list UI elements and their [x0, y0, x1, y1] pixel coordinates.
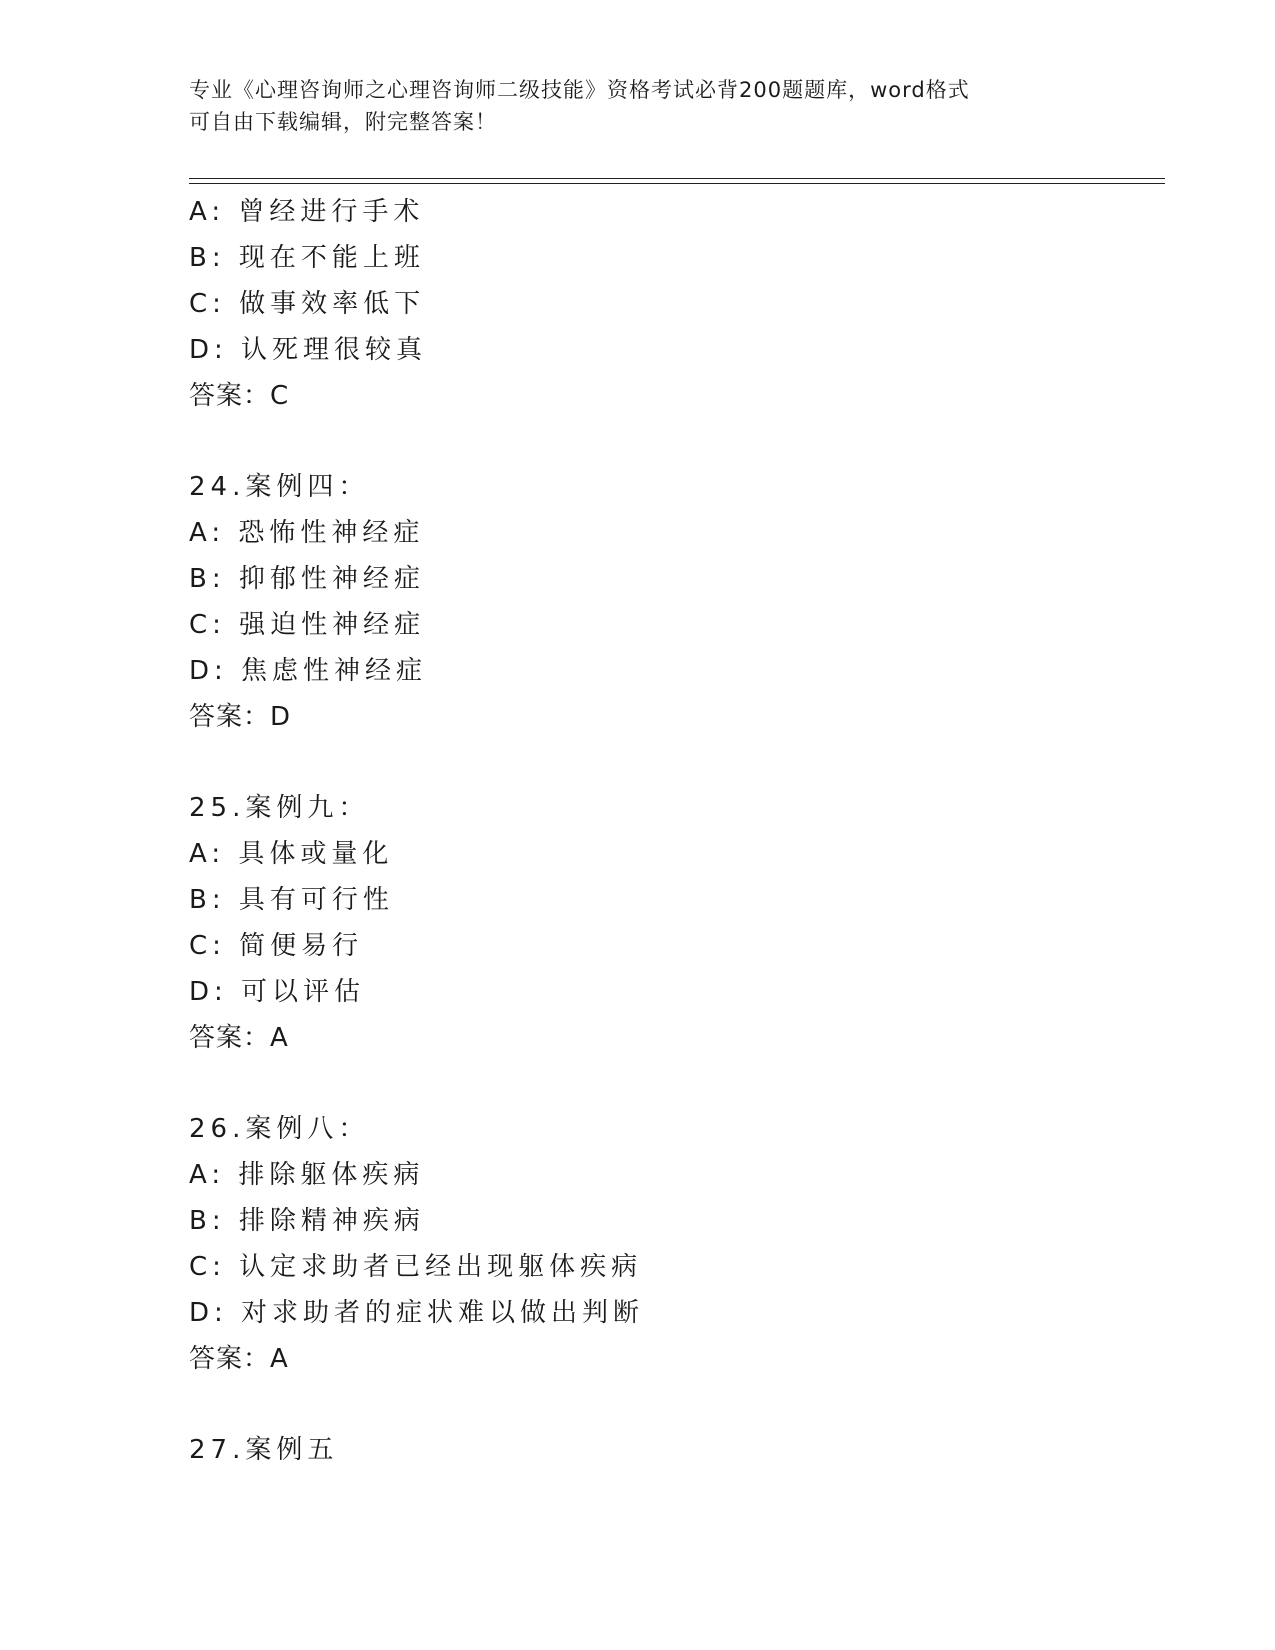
- question-block: [189, 1427, 1149, 1473]
- option-d: D: 认死理很较真: [189, 335, 428, 365]
- option-c: C: 强迫性神经症: [189, 610, 426, 640]
- document-header: [189, 74, 1089, 138]
- option-b: B: 抑郁性神经症: [189, 564, 425, 594]
- question-block: [189, 785, 1149, 1061]
- question-title: 26.案例八：: [189, 1114, 370, 1144]
- question-title: 27.案例五: [189, 1435, 339, 1465]
- option-a: A: 排除躯体疾病: [189, 1160, 425, 1190]
- question-title: 25.案例九：: [189, 793, 370, 823]
- question-block: [189, 464, 1149, 740]
- option-a: A: 具体或量化: [189, 839, 394, 869]
- answer-line: 答案：D: [189, 702, 292, 732]
- header-line-2: 可自由下载编辑，附完整答案！: [189, 110, 497, 134]
- answer-line: 答案：A: [189, 1023, 289, 1053]
- answer-line: 答案：C: [189, 381, 290, 411]
- option-b: B: 具有可行性: [189, 885, 394, 915]
- option-b: B: 排除精神疾病: [189, 1206, 425, 1236]
- option-d: D: 可以评估: [189, 977, 366, 1007]
- answer-line: 答案：A: [189, 1344, 289, 1374]
- option-d: D: 对求助者的症状难以做出判断: [189, 1298, 645, 1328]
- option-a: A: 恐怖性神经症: [189, 518, 425, 548]
- question-list: [189, 189, 1149, 1473]
- option-c: C: 简便易行: [189, 931, 364, 961]
- header-divider-top: [189, 178, 1165, 179]
- question-title: 24.案例四：: [189, 472, 370, 502]
- question-block: [189, 1106, 1149, 1382]
- header-line-1: 专业《心理咨询师之心理咨询师二级技能》资格考试必背200题题库，word格式: [189, 78, 970, 102]
- option-d: D: 焦虑性神经症: [189, 656, 428, 686]
- option-c: C: 做事效率低下: [189, 289, 426, 319]
- question-block: [189, 189, 1149, 419]
- option-a: A: 曾经进行手术: [189, 197, 425, 227]
- header-divider-bottom: [189, 183, 1165, 184]
- option-c: C: 认定求助者已经出现躯体疾病: [189, 1252, 643, 1282]
- option-b: B: 现在不能上班: [189, 243, 425, 273]
